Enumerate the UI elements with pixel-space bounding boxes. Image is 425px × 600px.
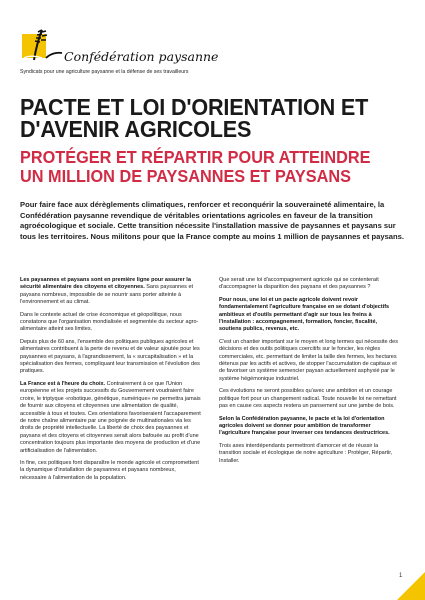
page-subtitle: PROTÉGER ET RÉPARTIR POUR ATTEINDRE UN MILLION DE PAYSANNES ET PAYSANS [20,147,371,186]
tagline: Syndicats pour une agriculture paysanne et la défense de ses travailleurs [20,69,189,75]
right-paragraph-5-bold: Selon la Confédération paysanne, le pacte et la loi d'orientation agricoles doivent se donner pour ambition de transformer l'agriculture française pour inverser ces tendances destructrices. [219,415,390,437]
left-paragraph-4-bold: La France est à l'heure du choix. [20,380,106,387]
page-title: PACTE ET LOI D'ORIENTATION ET D'AVENIR AGRICOLES [20,94,369,142]
confederation-paysanne-logo-icon [20,24,64,64]
left-paragraph-1-bold: Les paysannes et paysans sont en première ligne pour assurer la sécurité alimentaire des citoyens et citoyennes. [20,277,191,291]
left-paragraph-5 [20,460,202,482]
left-column [20,277,202,487]
right-paragraph-4-text: Ces évolutions ne seront possibles qu'avec une ambition et un courage politique fort pour un changement radical. Toute nouvelle loi ne remettant pas en cause ces aspects restera un pansement sur une jambe de bois. [219,388,397,410]
left-paragraph-5-text: In fine, ces politiques font disparaître le monde agricole et compromettent la dynamique d'installation de paysannes et paysans nombreux, nécessaire à l'alimentation de la population. [20,459,199,481]
right-paragraph-6-text: Trois axes interdépendants permettront d'amorcer et de réussir la transition sociale et écologique de notre agriculture : Protéger, Répartir, Installer. [219,442,393,464]
right-paragraph-5 [219,416,401,438]
intro-paragraph: Pour faire face aux dérèglements climatiques, renforcer et reconquérir la souveraineté alimentaire, la Confédération paysanne revendique de véritables orientations agricoles en faveur de la transition agroécologique et sociale. Cette transition nécessite l'installation massive de paysannes et paysans sur tous les territoires. Nous militons pour que la France compte au moins 1 million de paysannes et paysans. [20,200,405,241]
left-paragraph-3-text: Depuis plus de 60 ans, l'ensemble des politiques publiques agricoles et alimentaires contribuent à la perte de revenu et de valeur ajoutée pour les paysannes et paysans, à l'agrandissement, la « surcapitalisation » et la spécialisation des fermes, compliquant leur transmission et l'évolution des pratiques. [20,338,200,375]
left-paragraph-2-text: Dans le contexte actuel de crise économique et géopolitique, nous constatons que l'organisation mondialisée et segmentée du secteur agro-alimentaire atteint ses limites. [20,311,199,333]
left-paragraph-3 [20,339,202,376]
corner-accent [397,572,425,600]
right-paragraph-2-bold: Pour nous, une loi et un pacte agricole doivent revoir fondamentalement l'agriculture française en se dotant d'objectifs ambitieux et d'outils permettant d'agir sur tous les freins à l'installation : accompagnement, formation, foncier, fiscalité, soutiens publics, revenus, etc. [219,296,390,333]
right-paragraph-3 [219,339,401,383]
left-paragraph-2 [20,312,202,334]
page-number: 1 [399,573,403,579]
left-paragraph-4-text: Contrairement à ce que l'Union européenne et les projets successifs du Gouvernement voudraient faire croire, le triptyque «robotique, génétique, numérique» ne permettra jamais de fournir aux citoyens et citoyennes une alimentation de qualité, accessible à tous et toutes. Ces orientations favoriseraient l'accaparement de notre chaîne alimentaire par une poignée de multinationales via les droits de propriété intellectuelle. La liberté de choix des paysannes et paysans et des citoyens et citoyennes serait alors bafouée au profit d'une concentration toujours plus importante des moyens de production et d'une artificialisation de l'alimentation. [20,380,201,454]
left-paragraph-4 [20,381,202,455]
right-paragraph-4 [219,388,401,410]
left-paragraph-1 [20,277,202,307]
right-column [219,277,401,470]
left-paragraph-1-text: Sans paysannes et paysans nombreux, impossible de se nourrir sans porter atteinte à l'environnement et au climat. [20,284,194,306]
brand-name: Confédération paysanne [64,49,219,64]
right-paragraph-6 [219,443,401,465]
right-paragraph-2 [219,297,401,334]
right-paragraph-1 [219,277,401,292]
right-paragraph-3-text: C'est un chantier important sur le moyen et long termes qui nécessite des décisions et des outils politiques coercitifs sur le foncier, les règles commerciales, etc. permettant de limiter la taille des fermes, les hectares détenus par les actifs et actives, de stopper l'accumulation de capitaux et de favoriser un système semencier paysan actuellement asphyxié par le système hégémonique industriel. [219,338,398,382]
right-paragraph-1-text: Que serait une loi d'accompagnement agricole qui se contenterait d'accompagner la disparition des paysans et des paysannes ? [219,277,379,291]
